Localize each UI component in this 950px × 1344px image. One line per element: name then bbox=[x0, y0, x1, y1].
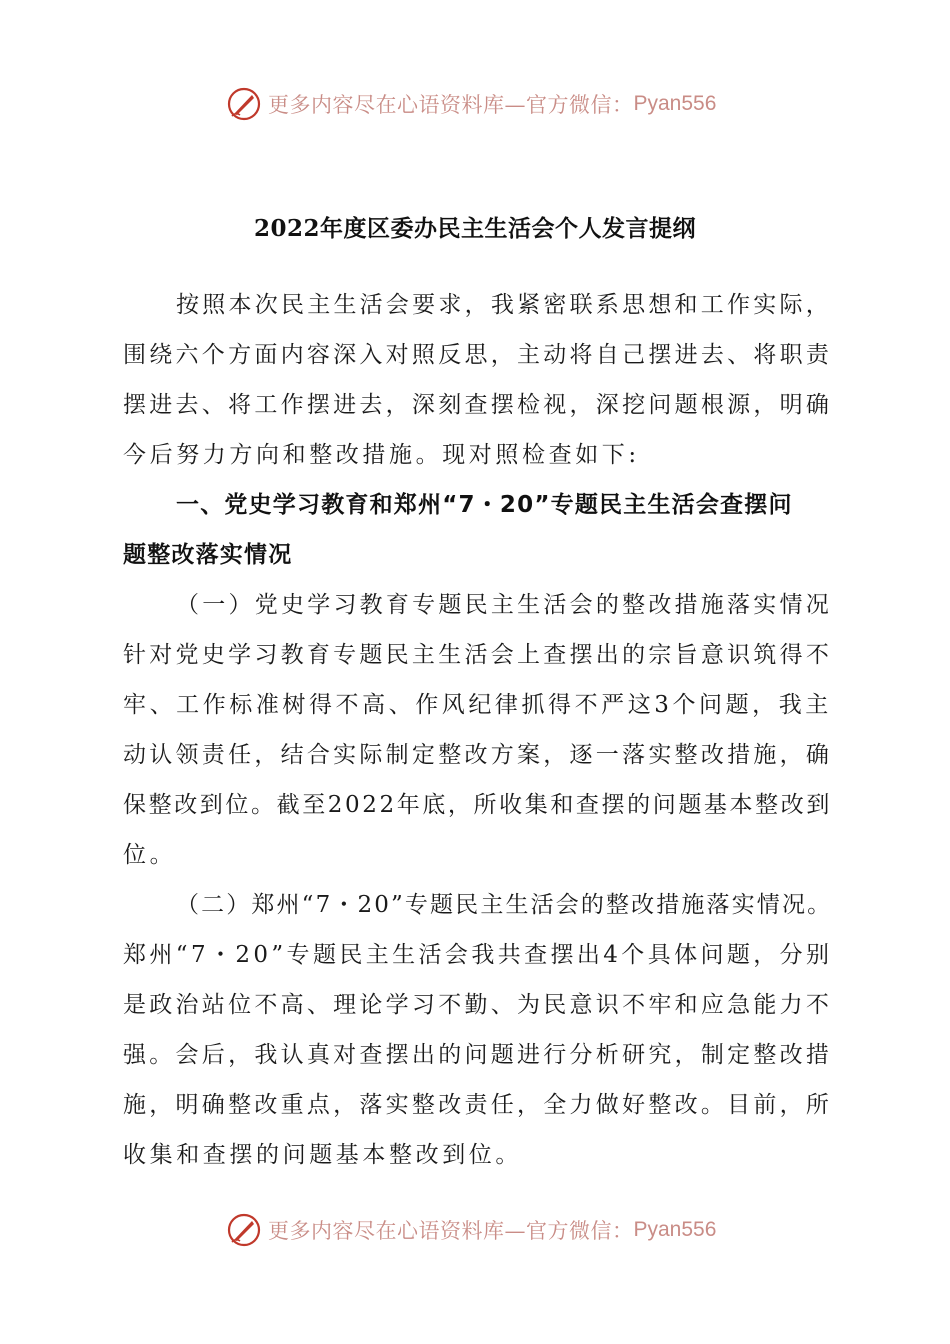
wechat-id: Pyan556 bbox=[633, 92, 717, 115]
watermark-text: 更多内容尽在心语资料库—官方微信： bbox=[268, 1219, 634, 1243]
section-heading: 一、党史学习教育和郑州“7・20”专题民主生活会查摆问 bbox=[176, 492, 793, 518]
watermark-banner-top bbox=[226, 84, 716, 124]
paragraph-line: 围绕六个方面内容深入对照反思，主动将自己摆进去、将职责 bbox=[123, 342, 833, 368]
paragraph-line: 保整改到位。截至2022年底，所收集和查摆的问题基本整改到 bbox=[123, 792, 832, 818]
wechat-id: Pyan556 bbox=[633, 1218, 717, 1241]
subsection-heading: （二）郑州“7・20”专题民主生活会的整改措施落实情况。 bbox=[176, 892, 833, 918]
paragraph-line: 按照本次民主生活会要求，我紧密联系思想和工作实际， bbox=[176, 292, 832, 318]
document-title: 2022年度区委办民主生活会个人发言提纲 bbox=[253, 215, 696, 242]
paragraph-line: 动认领责任，结合实际制定整改方案，逐一落实整改措施，确 bbox=[123, 742, 833, 768]
watermark-banner-bottom bbox=[226, 1210, 716, 1250]
paragraph-line: 牢、工作标准树得不高、作风纪律抓得不严这3个问题，我主 bbox=[123, 692, 832, 718]
paragraph-line: 郑州“7・20”专题民主生活会我共查摆出4个具体问题，分别 bbox=[123, 942, 833, 968]
quill-pen-logo-icon bbox=[226, 1212, 262, 1248]
quill-pen-logo-icon bbox=[226, 86, 262, 122]
paragraph-line: 摆进去、将工作摆进去，深刻查摆检视，深挖问题根源，明确 bbox=[123, 392, 833, 418]
paragraph-line: 位。 bbox=[123, 842, 177, 868]
paragraph-line: 强。会后，我认真对查摆出的问题进行分析研究，制定整改措 bbox=[123, 1042, 833, 1068]
paragraph-line: 是政治站位不高、理论学习不勤、为民意识不牢和应急能力不 bbox=[123, 992, 833, 1018]
paragraph-line: 针对党史学习教育专题民主生活会上查摆出的宗旨意识筑得不 bbox=[123, 642, 833, 668]
paragraph-line: 施，明确整改重点，落实整改责任，全力做好整改。目前，所 bbox=[123, 1092, 833, 1118]
paragraph-line: 今后努力方向和整改措施。现对照检查如下: bbox=[123, 442, 640, 468]
watermark-text: 更多内容尽在心语资料库—官方微信： bbox=[268, 93, 634, 117]
paragraph-line: 收集和查摆的问题基本整改到位。 bbox=[123, 1142, 522, 1168]
section-heading: 题整改落实情况 bbox=[123, 542, 293, 568]
subsection-heading: （一）党史学习教育专题民主生活会的整改措施落实情况 bbox=[176, 592, 832, 618]
